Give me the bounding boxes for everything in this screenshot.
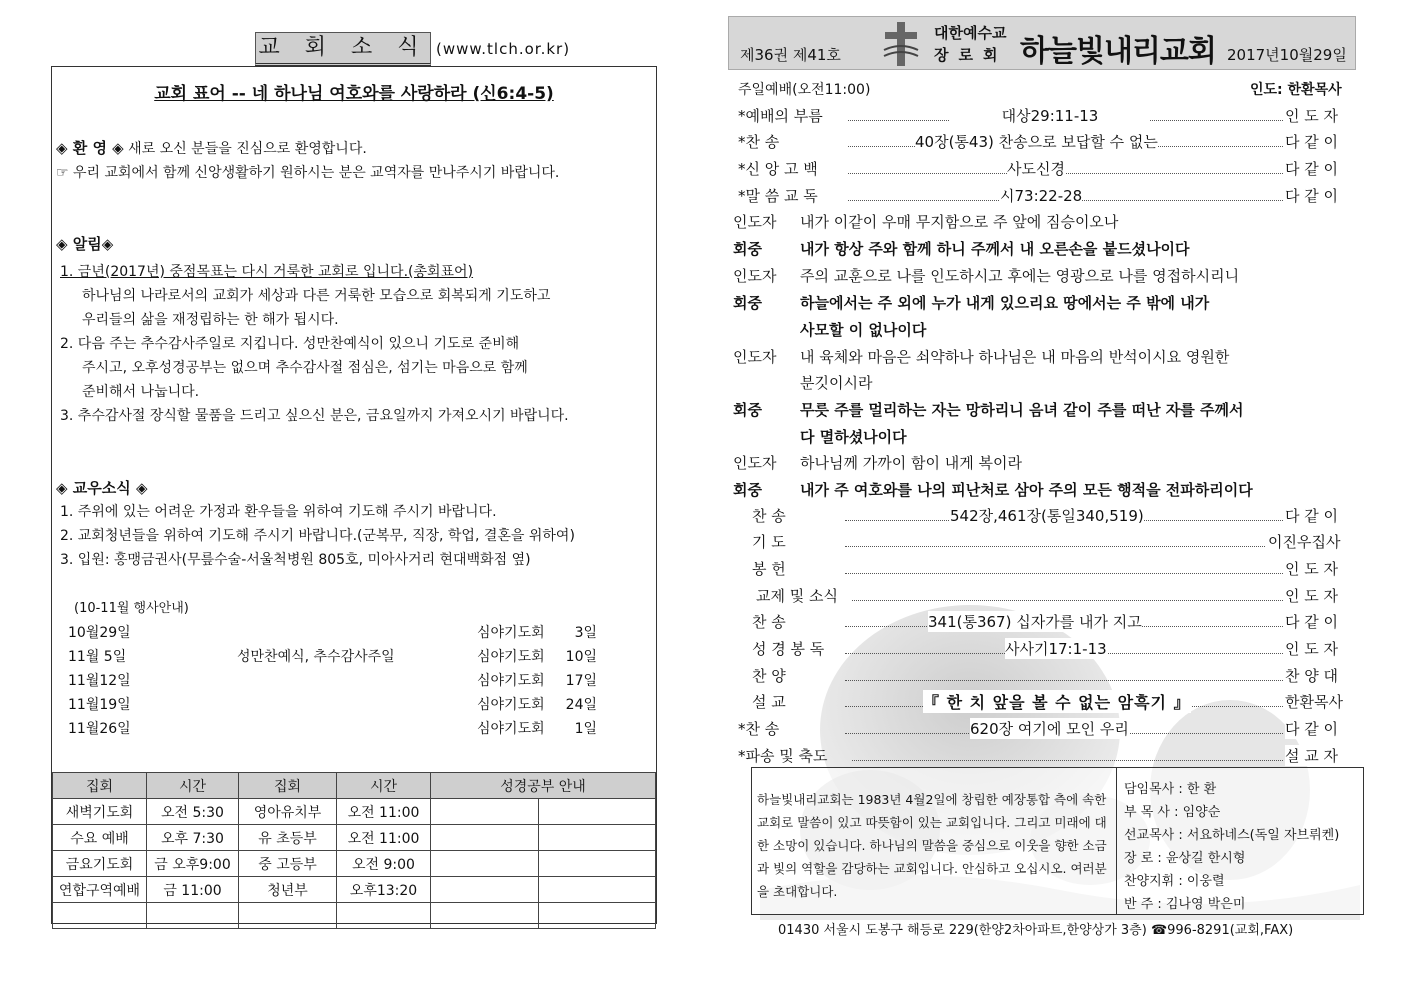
table-cell: 오전 9:00 [337, 851, 431, 877]
table-header-row [53, 773, 656, 799]
reading-role: 회중 [733, 481, 762, 499]
table-cell: 오전 11:00 [337, 825, 431, 851]
order-item-name: *찬 송 [738, 133, 780, 151]
table-header: 집회 [53, 773, 147, 799]
order-item-name: *예배의 부름 [738, 107, 823, 125]
church-motto: 교회 표어 -- 네 하나님 여호와를 사랑하라 (신6:4-5) [154, 84, 554, 104]
order-item-who: 인 도 자 [1285, 560, 1339, 578]
order-item-detail: 사도신경 [1007, 160, 1065, 178]
event-prayer: 심야기도회 [477, 625, 545, 641]
order-item-name: 봉 헌 [752, 560, 786, 578]
order-item-name: 기 도 [752, 533, 786, 551]
info-divider [1116, 767, 1117, 915]
event-count: 3일 [574, 625, 597, 641]
leader-dots [845, 546, 1265, 547]
order-item-detail: 시73:22-28 [1000, 187, 1083, 205]
table-cell: 오후13:20 [337, 877, 431, 903]
welcome-line [56, 137, 367, 158]
notice-line: 주시고, 오후성경공부는 없으며 추수감사절 점심은, 섬기는 마음으로 함께 [82, 360, 528, 376]
reading-text: 무릇 주를 멀리하는 자는 망하리니 음녀 같이 주를 떠난 자를 주께서 [800, 401, 1244, 419]
reading-text: 다 멸하셨나이다 [800, 428, 907, 446]
welcome-heading: ◈ 환 영 ◈ [56, 139, 124, 157]
service-leader: 인도: 한환목사 [1250, 82, 1342, 98]
event-prayer: 심야기도회 [477, 697, 545, 713]
table-cell [539, 851, 656, 877]
table-cell: 청년부 [239, 877, 337, 903]
table-cell: 금 11:00 [147, 877, 239, 903]
event-prayer: 심야기도회 [477, 649, 545, 665]
reading-text: 내가 이같이 우매 무지함으로 주 앞에 짐승이오나 [800, 213, 1119, 231]
table-cell [431, 903, 539, 929]
reading-text: 하나님께 가까이 함이 내게 복이라 [800, 454, 1022, 472]
order-item-name: 교제 및 소식 [756, 587, 838, 605]
bulletin-date: 2017년10월29일 [1227, 46, 1347, 64]
members-line: 2. 교회청년들을 위하여 기도해 주시기 바랍니다.(군복무, 직장, 학업, 결혼을 위하여) [60, 528, 575, 544]
event-prayer: 심야기도회 [477, 673, 545, 689]
order-item-name: *말 씀 교 독 [738, 187, 818, 205]
members-heading: ◈ 교우소식 ◈ [56, 479, 148, 497]
order-item-who: 인 도 자 [1285, 640, 1339, 658]
order-item-who: 다 같 이 [1285, 187, 1339, 205]
table-row [53, 851, 656, 877]
schedule-table [52, 772, 656, 929]
table-cell [539, 877, 656, 903]
order-item-name: *파송 및 축도 [738, 747, 828, 765]
order-item-who: 인 도 자 [1285, 107, 1339, 125]
order-item-detail: 대상29:11-13 [950, 105, 1150, 126]
event-count: 17일 [565, 673, 597, 689]
table-cell [239, 903, 337, 929]
order-item-detail: 사사기17:1-13 [1005, 640, 1107, 658]
event-date: 11월26일 [68, 721, 131, 737]
leader-dots [848, 173, 1283, 174]
event-prayer: 심야기도회 [477, 721, 545, 737]
order-item-name: *신 앙 고 백 [738, 160, 818, 178]
cross-logo-icon [882, 20, 920, 68]
reading-text: 내가 항상 주와 함께 하니 주께서 내 오른손을 붙드셨나이다 [800, 240, 1190, 258]
table-cell [431, 877, 539, 903]
order-item-name: *찬 송 [738, 720, 780, 738]
table-cell: 금요기도회 [53, 851, 147, 877]
table-cell: 연합구역예배 [53, 877, 147, 903]
order-item-detail: 40장(통43) 찬송으로 보답할 수 없는 [915, 133, 1158, 151]
notice-line: 1. 금년(2017년) 중점목표는 다시 거룩한 교회로 입니다.(총회표어) [60, 264, 474, 280]
order-item-name: 찬 양 [752, 667, 786, 685]
welcome-note: ☞ 우리 교회에서 함께 신앙생활하기 원하시는 분은 교역자를 만나주시기 바랍니다. [56, 165, 560, 181]
staff-line: 장 로 : 윤상길 한시형 [1124, 851, 1246, 866]
reading-text: 내 육체와 마음은 쇠약하나 하나님은 내 마음의 반석이시요 영원한 [800, 348, 1230, 366]
service-time: 주일예배(오전11:00) [738, 82, 871, 98]
reading-text: 사모할 이 없나이다 [800, 321, 927, 339]
denomination-line2: 장로회 [934, 46, 1008, 64]
table-cell: 오전 5:30 [147, 799, 239, 825]
order-item-who: 다 같 이 [1285, 613, 1339, 631]
church-name: 하늘빛내리교회 [1020, 34, 1216, 69]
notice-line: 2. 다음 주는 추수감사주일로 지킵니다. 성만찬예식이 있으니 기도로 준비해 [60, 336, 520, 352]
order-item-who: 인 도 자 [1285, 587, 1339, 605]
leader-dots [845, 680, 1283, 681]
order-item-who: 한환목사 [1285, 693, 1343, 711]
reading-role: 인도자 [733, 348, 777, 366]
order-item-who: 찬 양 대 [1285, 667, 1339, 685]
news-panel [51, 66, 657, 924]
volume-number: 제36권 제41호 [740, 46, 841, 64]
reading-role: 인도자 [733, 267, 777, 285]
reading-text: 하늘에서는 주 외에 누가 내게 있으리요 땅에서는 주 밖에 내가 [800, 294, 1210, 312]
table-cell [431, 851, 539, 877]
table-row [53, 825, 656, 851]
table-header: 성경공부 안내 [431, 773, 656, 799]
event-name: 성만찬예식, 추수감사주일 [237, 649, 395, 665]
table-header: 시간 [147, 773, 239, 799]
event-count: 24일 [565, 697, 597, 713]
members-line: 1. 주위에 있는 어려운 가정과 환우들을 위하여 기도해 주시기 바랍니다. [60, 504, 497, 520]
sermon-title: 『 한 치 앞을 볼 수 없는 암흑기 』 [923, 690, 1191, 713]
reading-text: 분깃이시라 [800, 374, 873, 392]
staff-line: 선교목사 : 서요하네스(독일 자브뤼켄) [1124, 828, 1340, 843]
table-cell: 오후 7:30 [147, 825, 239, 851]
reading-role: 인도자 [733, 213, 777, 231]
table-cell [147, 903, 239, 929]
notice-line: 우리들의 삶을 재정립하는 한 해가 됩시다. [82, 312, 339, 328]
event-date: 11월12일 [68, 673, 131, 689]
table-cell: 오전 11:00 [337, 799, 431, 825]
event-date: 10월29일 [68, 625, 131, 641]
welcome-text: 새로 오신 분들을 진심으로 환영합니다. [128, 141, 367, 157]
table-header: 시간 [337, 773, 431, 799]
table-cell [431, 799, 539, 825]
event-count: 10일 [565, 649, 597, 665]
order-item-detail: 341(통367) 십자가를 내가 지고 [928, 613, 1142, 631]
leader-dots [852, 760, 1283, 761]
table-cell [539, 825, 656, 851]
order-item-who: 다 같 이 [1285, 720, 1339, 738]
table-cell: 새벽기도회 [53, 799, 147, 825]
staff-line: 부 목 사 : 임양순 [1124, 805, 1221, 820]
leader-dots [852, 600, 1283, 601]
order-item-name: 찬 송 [752, 613, 786, 631]
order-item-detail: 620장 여기에 모인 우리 [970, 720, 1129, 738]
reading-role: 회중 [733, 240, 762, 258]
table-row [53, 903, 656, 929]
reading-role: 인도자 [733, 454, 777, 472]
table-cell: 금 오후9:00 [147, 851, 239, 877]
news-title: 교 회 소 식 [255, 32, 431, 66]
event-date: 11월19일 [68, 697, 131, 713]
notice-line: 하나님의 나라로서의 교회가 세상과 다른 거룩한 모습으로 회복되게 기도하고 [82, 288, 551, 304]
members-line: 3. 입원: 홍맹금권사(무릎수술-서울척병원 805호, 미아사거리 현대백화점 옆) [60, 552, 531, 568]
order-item-name: 설 교 [752, 693, 786, 711]
notice-line: 3. 추수감사절 장식할 물품을 드리고 싶으신 분은, 금요일까지 가져오시기 바랍니다. [60, 408, 569, 424]
staff-line: 담임목사 : 한 환 [1124, 782, 1217, 797]
table-row [53, 877, 656, 903]
order-item-who: 설 교 자 [1285, 747, 1339, 765]
table-cell: 수요 예배 [53, 825, 147, 851]
event-count: 1일 [574, 721, 597, 737]
notice-heading: ◈ 알림◈ [56, 235, 114, 253]
table-cell [53, 903, 147, 929]
order-item-name: 찬 송 [752, 507, 786, 525]
table-cell: 영아유치부 [239, 799, 337, 825]
reading-text: 내가 주 여호와를 나의 피난처로 삼아 주의 모든 행적을 전파하리이다 [800, 481, 1253, 499]
leader-dots [845, 573, 1283, 574]
church-address: 01430 서울시 도봉구 해등로 229(한양2차아파트,한양상가 3층) ☎996-8291(교회,FAX) [778, 923, 1294, 938]
table-cell: 유 초등부 [239, 825, 337, 851]
reading-role: 회중 [733, 294, 762, 312]
reading-role: 회중 [733, 401, 762, 419]
reading-text: 주의 교훈으로 나를 인도하시고 후에는 영광으로 나를 영접하시리니 [800, 267, 1240, 285]
order-item-who: 다 같 이 [1285, 133, 1339, 151]
table-cell [539, 799, 656, 825]
church-url[interactable]: (www.tlch.or.kr) [436, 40, 571, 58]
staff-line: 반 주 : 김나영 박은미 [1124, 897, 1246, 912]
events-heading: (10-11월 행사안내) [74, 601, 189, 616]
order-item-who: 다 같 이 [1285, 507, 1339, 525]
order-item-name: 성 경 봉 독 [752, 640, 825, 658]
order-item-who: 다 같 이 [1285, 160, 1339, 178]
table-cell [539, 903, 656, 929]
table-cell [431, 825, 539, 851]
event-date: 11월 5일 [68, 649, 127, 665]
staff-line: 찬양지휘 : 이웅렬 [1124, 874, 1225, 889]
table-cell: 중 고등부 [239, 851, 337, 877]
order-item-who: 이진우집사 [1268, 533, 1341, 551]
church-intro: 하늘빛내리교회는 1983년 4월2일에 창립한 예장통합 측에 속한 교회로 말씀이 있고 따뜻함이 있는 교회입니다. 그리고 미래에 대한 소망이 있습니다. 하나님의 말씀을 중심으로 이웃을 향한 소금과 빛의 역할을 감당하는 교회입니다. 안심하고 오십시오. 여러분을 초대합니다. [757, 792, 1107, 899]
denomination-line1: 대한예수교 [934, 24, 1007, 42]
notice-line: 준비해서 나눕니다. [82, 384, 200, 400]
table-cell [337, 903, 431, 929]
order-item-detail: 542장,461장(통일340,519) [950, 507, 1144, 525]
table-header: 집회 [239, 773, 337, 799]
table-row [53, 799, 656, 825]
